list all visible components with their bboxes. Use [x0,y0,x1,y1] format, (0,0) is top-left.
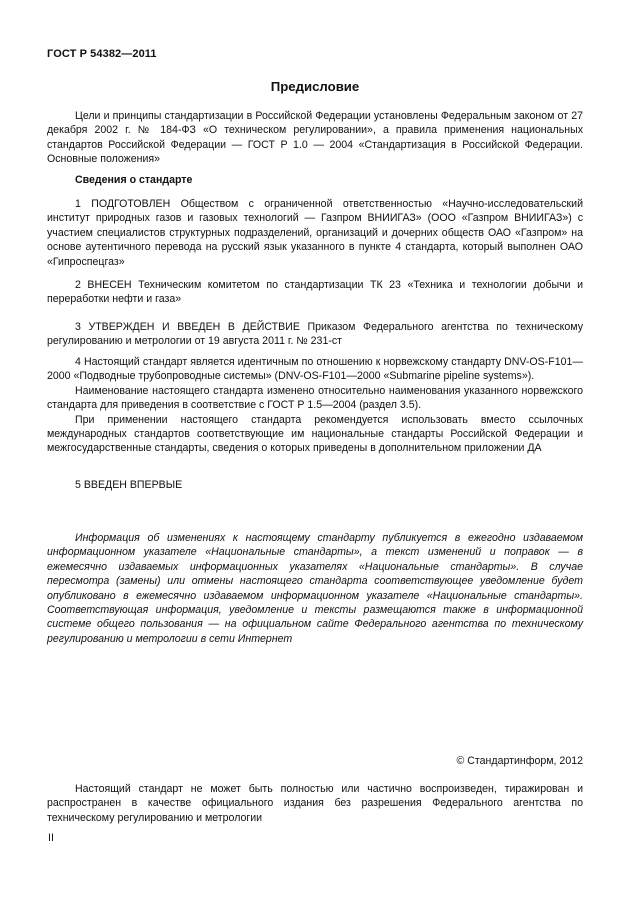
reproduction-paragraph: Настоящий стандарт не может быть полностью или частично воспроизведен, тиражирован и распространен в качестве официального издания без разрешения Федерального агентства по техническому регулированию и метрологии [47,783,583,824]
reproduction-section [47,782,583,825]
copyright: © Стандартинформ, 2012 [456,755,583,767]
item-1-section [47,197,583,269]
item-3-paragraph: 3 УТВЕРЖДЕН И ВВЕДЕН В ДЕЙСТВИЕ Приказом Федерального агентства по техническому регулированию и метрологии от 19 августа 2011 г. № 231-ст [47,321,583,348]
page-title: Предисловие [270,79,360,94]
notice-paragraph: Информация об изменениях к настоящему стандарту публикуется в ежегодно издаваемом информационном указателе «Национальные стандарты», а текст изменений и поправок — в ежемесячно издаваемых информационных указателях «Национальные стандарты». В случае пересмотра (замены) или отмены настоящего стандарта соответствующее уведомление будет опубликовано в ежемесячно издаваемом информационном указателе «Национальные стандарты». Соответствующая информация, уведомление и тексты размещаются также в информационной системе общего пользования — на официальном сайте Федерального агентства по техническому регулированию и метрологии в сети Интернет [47,532,583,645]
info-heading-section [47,173,583,187]
item-4-references-note: При применении настоящего стандарта рекомендуется использовать вместо ссылочных международных стандартов соответствующие им национальные стандарты Российской Федерации и межгосударственные стандарты, сведения о которых приведены в дополнительном приложении ДА [47,413,583,455]
notice-section [47,531,583,646]
item-1-paragraph: 1 ПОДГОТОВЛЕН Обществом с ограниченной ответственностью «Научно-исследовательский институт природных газов и газовых технологий — Газпром ВНИИГАЗ» (ООО «Газпром ВНИИГАЗ») с участием специалистов структурных подразделений, организаций и дочерних обществ ОАО «Газпром» на основе аутентичного перевода на русский язык указанного в пункте 4 стандарта, который выполнен ОАО «Гипроспецгаз» [47,198,583,268]
item-4-section [47,355,583,456]
item-4-paragraph: 4 Настоящий стандарт является идентичным по отношению к норвежскому стандарту DNV-OS-F101—2000 «Подводные трубопроводные системы» (DNV-OS-F101—2000 «Submarine pipeline systems»). [47,356,583,383]
page-number: II [48,832,54,844]
item-4-name-note: Наименование настоящего стандарта изменено относительно наименования указанного норвежского стандарта для приведения в соответствие с ГОСТ Р 1.5—2004 (раздел 3.5). [47,384,583,412]
item-2-section [47,278,583,307]
intro-section [47,109,583,167]
document-code: ГОСТ Р 54382—2011 [47,48,157,60]
item-5-paragraph: 5 ВВЕДЕН ВПЕРВЫЕ [75,479,183,491]
intro-paragraph: Цели и принципы стандартизации в Российской Федерации установлены Федеральным законом от 27 декабря 2002 г. № 184-ФЗ «О техническом регулировании», а правила применения национальных стандартов Российской Федерации — ГОСТ Р 1.0 — 2004 «Стандартизация в Российской Федерации. Основные положения» [47,110,583,166]
item-3-section [47,320,583,349]
info-heading: Сведения о стандарте [75,174,193,186]
item-2-paragraph: 2 ВНЕСЕН Техническим комитетом по стандартизации ТК 23 «Техника и технологии добычи и переработки нефти и газа» [47,279,583,306]
item-5-section [47,478,583,492]
